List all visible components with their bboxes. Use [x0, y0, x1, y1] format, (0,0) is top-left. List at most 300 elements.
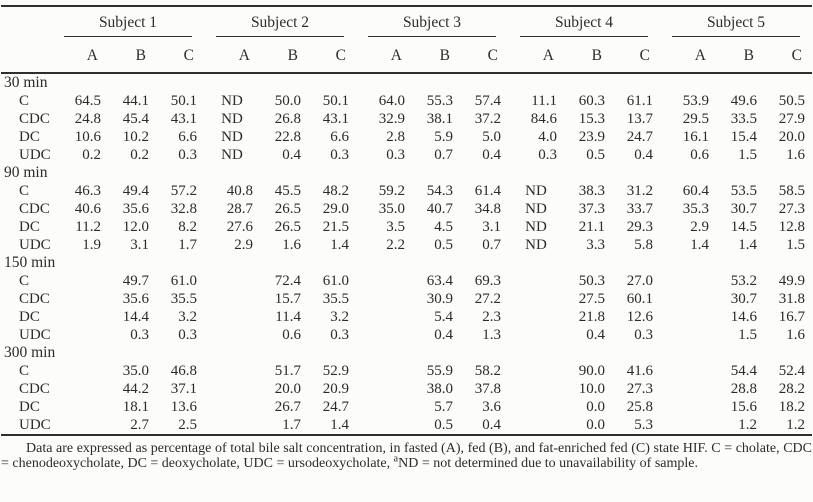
value-cell: 3.2: [330, 309, 349, 325]
condition-c-subject-4: C: [612, 38, 660, 73]
value-cell: 2.5: [178, 417, 197, 433]
value-cell: 1.5: [738, 147, 757, 163]
subject-2-label: Subject 2: [216, 14, 344, 37]
data-row: [1, 182, 812, 200]
data-row: [1, 290, 812, 308]
value-cell: 38.3: [578, 183, 605, 199]
value-cell: 28.7: [226, 201, 253, 217]
subject-3-header: [356, 6, 508, 38]
value-cell: 4.0: [538, 129, 557, 145]
value-cell: 35.6: [122, 291, 149, 307]
value-cell: [52, 380, 108, 398]
value-cell: 44.2: [122, 381, 149, 397]
section-time-label: 90 min: [4, 164, 48, 181]
condition-b-subject-4: B: [564, 38, 612, 73]
value-cell: [508, 416, 564, 435]
value-cell: 35.0: [122, 363, 149, 379]
value-cell: [356, 380, 412, 398]
condition-a-subject-1: A: [52, 38, 108, 73]
value-cell: 1.6: [786, 327, 805, 343]
bile-salt-label: C: [19, 273, 30, 289]
data-row: [1, 416, 812, 435]
value-cell: 2.3: [482, 309, 501, 325]
value-cell: 28.8: [730, 381, 757, 397]
value-cell: [52, 308, 108, 326]
value-cell: 30.7: [730, 201, 757, 217]
value-cell: 13.6: [170, 399, 197, 415]
value-cell: 1.4: [690, 237, 709, 253]
section-row: [1, 344, 812, 362]
value-cell: [356, 416, 412, 435]
value-cell: 21.1: [578, 219, 605, 235]
value-cell: 5.4: [434, 309, 453, 325]
value-cell: 10.0: [578, 381, 605, 397]
value-cell: ND: [221, 147, 243, 163]
table-header: [1, 6, 812, 73]
value-cell: 0.3: [634, 327, 653, 343]
value-cell: 2.9: [234, 237, 253, 253]
value-cell: 5.0: [482, 129, 501, 145]
value-cell: [52, 416, 108, 435]
condition-b-subject-3: B: [412, 38, 460, 73]
condition-a-subject-4: A: [508, 38, 564, 73]
value-cell: 1.5: [738, 327, 757, 343]
value-cell: [204, 308, 260, 326]
bile-salt-label: C: [19, 183, 30, 199]
data-row: [1, 92, 812, 110]
bile-salt-label: CDC: [19, 201, 50, 217]
value-cell: 3.5: [386, 219, 405, 235]
value-cell: 72.4: [274, 273, 301, 289]
value-cell: 0.5: [434, 417, 453, 433]
value-cell: 0.3: [178, 147, 197, 163]
value-cell: 38.0: [426, 381, 453, 397]
value-cell: 37.1: [170, 381, 197, 397]
value-cell: 27.6: [226, 219, 253, 235]
data-row: [1, 272, 812, 290]
value-cell: 5.3: [634, 417, 653, 433]
value-cell: [660, 308, 716, 326]
value-cell: 1.7: [178, 237, 197, 253]
value-cell: 33.5: [730, 111, 757, 127]
value-cell: [660, 362, 716, 380]
data-row: [1, 362, 812, 380]
value-cell: [508, 272, 564, 290]
value-cell: [508, 308, 564, 326]
value-cell: 10.6: [74, 129, 101, 145]
value-cell: 0.2: [130, 147, 149, 163]
value-cell: 21.8: [578, 309, 605, 325]
table-body: [1, 73, 812, 435]
subject-1-label: Subject 1: [64, 14, 192, 37]
value-cell: [356, 362, 412, 380]
value-cell: 5.8: [634, 237, 653, 253]
bile-salt-label: DC: [19, 309, 40, 325]
value-cell: 61.1: [626, 93, 653, 109]
bile-salt-label: DC: [19, 399, 40, 415]
value-cell: 5.9: [434, 129, 453, 145]
value-cell: 37.8: [474, 381, 501, 397]
value-cell: 26.7: [274, 399, 301, 415]
value-cell: 49.7: [122, 273, 149, 289]
data-row: [1, 398, 812, 416]
value-cell: 15.7: [274, 291, 301, 307]
value-cell: 12.6: [626, 309, 653, 325]
value-cell: [204, 272, 260, 290]
value-cell: 1.9: [82, 237, 101, 253]
value-cell: 2.9: [690, 219, 709, 235]
value-cell: 0.5: [586, 147, 605, 163]
value-cell: 45.4: [122, 111, 149, 127]
value-cell: 41.6: [626, 363, 653, 379]
value-cell: 20.9: [322, 381, 349, 397]
value-cell: 0.4: [282, 147, 301, 163]
subject-5-label: Subject 5: [672, 14, 800, 37]
value-cell: [204, 398, 260, 416]
section-row: [1, 73, 812, 92]
section-row: [1, 254, 812, 272]
value-cell: 0.3: [130, 327, 149, 343]
value-cell: 43.1: [322, 111, 349, 127]
value-cell: 8.2: [178, 219, 197, 235]
value-cell: 0.3: [386, 147, 405, 163]
value-cell: 57.2: [170, 183, 197, 199]
data-row: [1, 236, 812, 254]
data-row: [1, 200, 812, 218]
value-cell: 24.7: [626, 129, 653, 145]
value-cell: 57.4: [474, 93, 501, 109]
value-cell: 10.2: [122, 129, 149, 145]
value-cell: 49.4: [122, 183, 149, 199]
value-cell: [204, 416, 260, 435]
value-cell: 37.3: [578, 201, 605, 217]
value-cell: 54.4: [730, 363, 757, 379]
value-cell: 52.4: [778, 363, 805, 379]
value-cell: 0.7: [434, 147, 453, 163]
bile-salt-label: CDC: [19, 381, 50, 397]
value-cell: 5.7: [434, 399, 453, 415]
value-cell: 24.8: [74, 111, 101, 127]
bile-salt-label: UDC: [19, 147, 51, 163]
value-cell: 1.4: [738, 237, 757, 253]
value-cell: 15.4: [730, 129, 757, 145]
value-cell: 0.0: [586, 417, 605, 433]
journal-table-page: [1, 0, 812, 472]
value-cell: [508, 398, 564, 416]
value-cell: 2.8: [386, 129, 405, 145]
value-cell: 0.4: [482, 417, 501, 433]
value-cell: [52, 290, 108, 308]
value-cell: 3.1: [130, 237, 149, 253]
value-cell: [660, 398, 716, 416]
value-cell: ND: [525, 201, 547, 217]
value-cell: 59.2: [378, 183, 405, 199]
value-cell: 16.1: [682, 129, 709, 145]
value-cell: 3.3: [586, 237, 605, 253]
value-cell: 30.9: [426, 291, 453, 307]
value-cell: 69.3: [474, 273, 501, 289]
subject-4-header: [508, 6, 660, 38]
value-cell: [508, 380, 564, 398]
data-row: [1, 218, 812, 236]
value-cell: 0.7: [482, 237, 501, 253]
value-cell: 11.1: [531, 93, 557, 109]
value-cell: 60.1: [626, 291, 653, 307]
value-cell: 40.7: [426, 201, 453, 217]
value-cell: 29.3: [626, 219, 653, 235]
section-row: [1, 164, 812, 182]
value-cell: 1.6: [786, 147, 805, 163]
bile-salt-label: DC: [19, 219, 40, 235]
value-cell: 1.6: [282, 237, 301, 253]
footnote-text-1: Data are expressed as percentage of total bile salt concentration, in fasted (A), fed (B), and fat-enriched fed (C) state HIF. C = cholate, CDC = chenodeoxycholate, DC = deoxycholate, UDC = ursodeoxycholate,: [1, 441, 812, 472]
value-cell: 64.0: [378, 93, 405, 109]
bile-salt-label: C: [19, 363, 30, 379]
value-cell: 46.8: [170, 363, 197, 379]
bile-salt-label: UDC: [19, 417, 51, 433]
value-cell: 14.5: [730, 219, 757, 235]
value-cell: 2.2: [386, 237, 405, 253]
value-cell: [508, 290, 564, 308]
value-cell: 50.0: [274, 93, 301, 109]
value-cell: [356, 272, 412, 290]
bile-salt-label: CDC: [19, 291, 50, 307]
value-cell: 3.1: [482, 219, 501, 235]
value-cell: 49.9: [778, 273, 805, 289]
value-cell: 0.2: [82, 147, 101, 163]
value-cell: 11.4: [275, 309, 301, 325]
value-cell: ND: [525, 237, 547, 253]
value-cell: [660, 416, 716, 435]
value-cell: 53.9: [682, 93, 709, 109]
value-cell: 49.6: [730, 93, 757, 109]
value-cell: [204, 326, 260, 344]
value-cell: [356, 308, 412, 326]
value-cell: 0.3: [330, 147, 349, 163]
value-cell: 0.3: [178, 327, 197, 343]
subject-header-row: [1, 6, 812, 38]
value-cell: 54.3: [426, 183, 453, 199]
value-cell: 1.7: [282, 417, 301, 433]
value-cell: 48.2: [322, 183, 349, 199]
value-cell: 34.8: [474, 201, 501, 217]
bile-salt-label: UDC: [19, 327, 51, 343]
value-cell: 58.5: [778, 183, 805, 199]
value-cell: 26.5: [274, 219, 301, 235]
value-cell: ND: [221, 129, 243, 145]
value-cell: 27.3: [778, 201, 805, 217]
value-cell: ND: [221, 93, 243, 109]
value-cell: ND: [525, 219, 547, 235]
value-cell: 6.6: [178, 129, 197, 145]
value-cell: 1.3: [482, 327, 501, 343]
value-cell: 14.6: [730, 309, 757, 325]
condition-b-subject-1: B: [108, 38, 156, 73]
value-cell: 1.2: [786, 417, 805, 433]
value-cell: 51.7: [274, 363, 301, 379]
value-cell: 27.0: [626, 273, 653, 289]
value-cell: 55.3: [426, 93, 453, 109]
condition-c-subject-2: C: [308, 38, 356, 73]
value-cell: 55.9: [426, 363, 453, 379]
value-cell: [204, 362, 260, 380]
value-cell: 0.3: [330, 327, 349, 343]
value-cell: 1.4: [330, 417, 349, 433]
condition-header-row: [1, 38, 812, 73]
value-cell: ND: [525, 183, 547, 199]
value-cell: 30.7: [730, 291, 757, 307]
value-cell: 50.1: [170, 93, 197, 109]
subject-2-header: [204, 6, 356, 38]
section-time-label: 30 min: [4, 74, 48, 91]
condition-b-subject-2: B: [260, 38, 308, 73]
subject-1-header: [52, 6, 204, 38]
value-cell: [508, 362, 564, 380]
value-cell: 1.4: [330, 237, 349, 253]
value-cell: 12.8: [778, 219, 805, 235]
value-cell: 3.2: [178, 309, 197, 325]
value-cell: [660, 290, 716, 308]
value-cell: 44.1: [122, 93, 149, 109]
value-cell: 18.2: [778, 399, 805, 415]
value-cell: 45.5: [274, 183, 301, 199]
value-cell: 38.1: [426, 111, 453, 127]
value-cell: 0.6: [282, 327, 301, 343]
value-cell: 61.0: [322, 273, 349, 289]
value-cell: 25.8: [626, 399, 653, 415]
value-cell: 22.8: [274, 129, 301, 145]
value-cell: 52.9: [322, 363, 349, 379]
condition-a-subject-3: A: [356, 38, 412, 73]
condition-a-subject-5: A: [660, 38, 716, 73]
value-cell: [660, 272, 716, 290]
data-row: [1, 308, 812, 326]
condition-a-subject-2: A: [204, 38, 260, 73]
value-cell: 0.4: [434, 327, 453, 343]
value-cell: [356, 326, 412, 344]
value-cell: 50.1: [322, 93, 349, 109]
value-cell: 50.3: [578, 273, 605, 289]
value-cell: 15.3: [578, 111, 605, 127]
table-footnote: [1, 441, 812, 472]
value-cell: 4.5: [434, 219, 453, 235]
value-cell: 20.0: [778, 129, 805, 145]
value-cell: [356, 398, 412, 416]
condition-b-subject-5: B: [716, 38, 764, 73]
condition-row-stub: [1, 38, 52, 73]
value-cell: 0.4: [634, 147, 653, 163]
value-cell: 18.1: [122, 399, 149, 415]
value-cell: 27.3: [626, 381, 653, 397]
value-cell: 31.8: [778, 291, 805, 307]
section-time-label: 150 min: [4, 254, 56, 271]
value-cell: 14.4: [122, 309, 149, 325]
value-cell: 24.7: [322, 399, 349, 415]
value-cell: [204, 380, 260, 398]
value-cell: 50.5: [778, 93, 805, 109]
value-cell: [52, 398, 108, 416]
value-cell: 31.2: [626, 183, 653, 199]
bile-salt-label: C: [19, 93, 30, 109]
value-cell: 60.4: [682, 183, 709, 199]
value-cell: 61.0: [170, 273, 197, 289]
value-cell: 0.4: [586, 327, 605, 343]
section-time-label: 300 min: [4, 344, 56, 361]
footnote-superscript-a: a: [393, 453, 399, 465]
value-cell: 2.7: [130, 417, 149, 433]
value-cell: 0.5: [434, 237, 453, 253]
value-cell: 46.3: [74, 183, 101, 199]
value-cell: 0.6: [690, 147, 709, 163]
value-cell: 29.0: [322, 201, 349, 217]
value-cell: 33.7: [626, 201, 653, 217]
value-cell: 11.2: [75, 219, 101, 235]
data-row: [1, 380, 812, 398]
data-row: [1, 128, 812, 146]
value-cell: 26.5: [274, 201, 301, 217]
value-cell: ND: [221, 111, 243, 127]
header-stub: [1, 6, 52, 38]
value-cell: 37.2: [474, 111, 501, 127]
subject-4-label: Subject 4: [520, 14, 648, 37]
data-row: [1, 146, 812, 164]
value-cell: 35.6: [122, 201, 149, 217]
value-cell: 29.5: [682, 111, 709, 127]
value-cell: 35.0: [378, 201, 405, 217]
value-cell: 32.9: [378, 111, 405, 127]
value-cell: 0.4: [482, 147, 501, 163]
value-cell: [52, 362, 108, 380]
value-cell: [204, 290, 260, 308]
value-cell: 20.0: [274, 381, 301, 397]
bile-salt-composition-table: [1, 5, 812, 436]
value-cell: 23.9: [578, 129, 605, 145]
value-cell: 43.1: [170, 111, 197, 127]
value-cell: 35.5: [170, 291, 197, 307]
subject-3-label: Subject 3: [368, 14, 496, 37]
value-cell: 61.4: [474, 183, 501, 199]
value-cell: 27.9: [778, 111, 805, 127]
condition-c-subject-1: C: [156, 38, 204, 73]
data-row: [1, 110, 812, 128]
value-cell: 1.2: [738, 417, 757, 433]
value-cell: 6.6: [330, 129, 349, 145]
value-cell: 58.2: [474, 363, 501, 379]
value-cell: 21.5: [322, 219, 349, 235]
value-cell: 53.5: [730, 183, 757, 199]
value-cell: 12.0: [122, 219, 149, 235]
value-cell: [508, 326, 564, 344]
value-cell: [356, 290, 412, 308]
value-cell: 40.8: [226, 183, 253, 199]
value-cell: 60.3: [578, 93, 605, 109]
footnote-text-2: ND = not determined due to unavailability of sample.: [398, 456, 698, 472]
value-cell: 1.5: [786, 237, 805, 253]
condition-c-subject-5: C: [764, 38, 812, 73]
value-cell: 16.7: [778, 309, 805, 325]
bile-salt-label: CDC: [19, 111, 50, 127]
value-cell: [660, 326, 716, 344]
value-cell: 13.7: [626, 111, 653, 127]
value-cell: 90.0: [578, 363, 605, 379]
value-cell: 28.2: [778, 381, 805, 397]
value-cell: 35.5: [322, 291, 349, 307]
value-cell: [660, 380, 716, 398]
condition-c-subject-3: C: [460, 38, 508, 73]
bile-salt-label: DC: [19, 129, 40, 145]
value-cell: 27.2: [474, 291, 501, 307]
value-cell: [52, 272, 108, 290]
